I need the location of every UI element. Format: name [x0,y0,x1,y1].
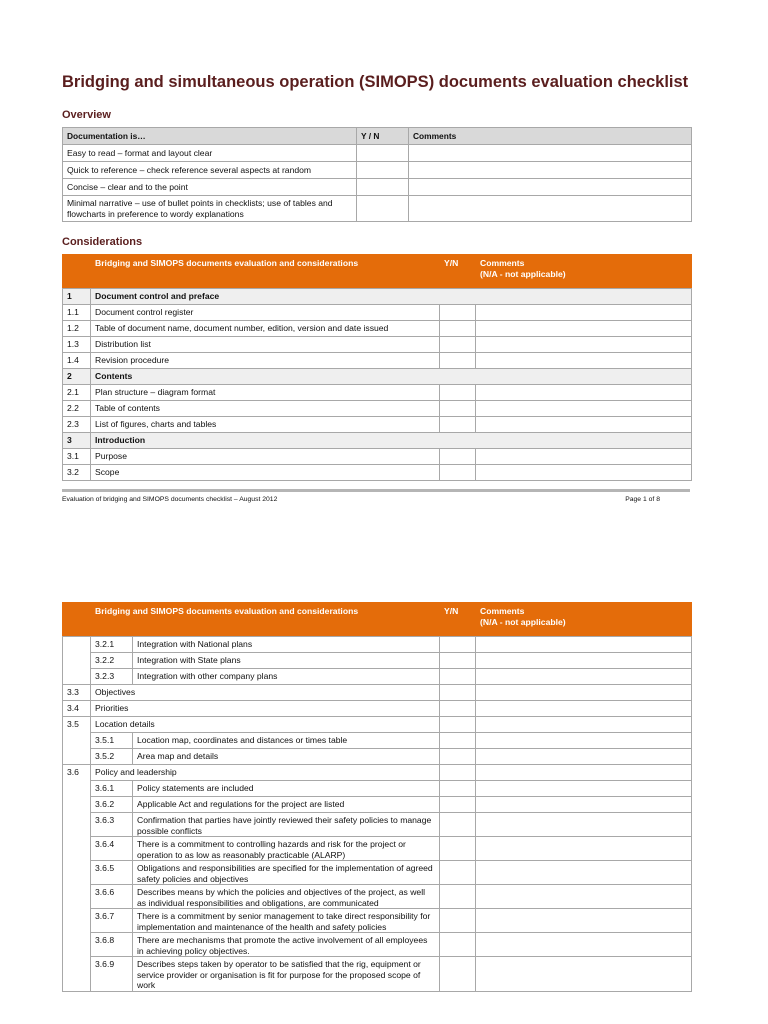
comment-cell[interactable] [476,957,692,992]
yn-cell[interactable] [440,669,476,685]
subitem-number: 3.5.1 [91,733,133,749]
comments-header-note: (N/A - not applicable) [480,268,566,279]
overview-row [63,145,692,162]
subitem-text: Location map, coordinates and distances or times table [133,733,440,749]
checklist-row [63,449,692,465]
overview-header-row [63,128,692,145]
section-title: Contents [91,369,692,385]
item-number: 2.2 [63,401,91,417]
comment-cell[interactable] [476,353,692,369]
overview-row [63,196,692,222]
comment-cell[interactable] [476,321,692,337]
comment-cell[interactable] [476,669,692,685]
checklist-row [63,701,692,717]
item-text: Priorities [91,701,440,717]
subitem-text: Applicable Act and regulations for the project are listed [133,797,440,813]
comment-cell[interactable] [476,813,692,837]
subitem-text: Confirmation that parties have jointly reviewed their safety policies to manage possible conflicts [133,813,440,837]
document-title: Bridging and simultaneous operation (SIMOPS) documents evaluation checklist [62,73,689,91]
checklist-row [63,465,692,481]
yn-cell[interactable] [440,353,476,369]
subitem-text: Describes steps taken by operator to be satisfied that the rig, equipment or service provider or organisation is fit for purpose for the proposed scope of work [133,957,440,992]
subitem-number: 3.6.3 [91,813,133,837]
section-row [63,369,692,385]
comments-header-note: (N/A - not applicable) [480,616,566,627]
subitem-number: 3.6.8 [91,933,133,957]
overview-comment-cell[interactable] [409,179,692,196]
subitem-text: There is a commitment by senior management to take direct responsibility for implementation and maintenance of the health and safety policies [133,909,440,933]
checklist-row [63,417,692,433]
subitem-text: Integration with State plans [133,653,440,669]
subitem-text: Integration with other company plans [133,669,440,685]
checklist-subrow [63,837,692,861]
subitem-number: 3.6.5 [91,861,133,885]
comment-cell[interactable] [476,701,692,717]
checklist-row [63,765,692,781]
overview-comment-cell[interactable] [409,162,692,179]
considerations-yn-header: Y/N [440,255,476,289]
comment-cell[interactable] [476,637,692,653]
subitem-text: There are mechanisms that promote the active involvement of all employees in achieving policy objectives. [133,933,440,957]
item-number: 2.1 [63,385,91,401]
item-text: Objectives [91,685,440,701]
section-row [63,289,692,305]
comment-cell[interactable] [476,337,692,353]
overview-item: Minimal narrative – use of bullet points in checklists; use of tables and flowcharts in preference to wordy explanations [63,196,357,222]
item-number: 3.3 [63,685,91,701]
overview-col-yn: Y / N [357,128,409,145]
section-row [63,433,692,449]
item-text: Plan structure – diagram format [91,385,440,401]
item-text: Location details [91,717,440,733]
comment-cell[interactable] [476,733,692,749]
considerations-heading: Considerations [62,236,143,248]
item-number: 3.2 [63,465,91,481]
comment-cell[interactable] [476,781,692,797]
checklist-subrow [63,957,692,992]
item-text: Table of document name, document number, edition, version and date issued [91,321,440,337]
item-text: Revision procedure [91,353,440,369]
yn-cell[interactable] [440,653,476,669]
comment-cell[interactable] [476,401,692,417]
comment-cell[interactable] [476,717,692,733]
item-text: Scope [91,465,440,481]
comment-cell[interactable] [476,465,692,481]
overview-row [63,179,692,196]
subitem-number: 3.6.7 [91,909,133,933]
subitem-number: 3.5.2 [91,749,133,765]
item-number: 3.5 [63,717,91,765]
overview-comment-cell[interactable] [409,145,692,162]
item-number: 3.6 [63,765,91,992]
subitem-number: 3.2.2 [91,653,133,669]
yn-cell[interactable] [440,337,476,353]
item-number: 2.3 [63,417,91,433]
yn-cell[interactable] [440,465,476,481]
item-number: 3.4 [63,701,91,717]
footer-page-number: Page 1 of 8 [625,496,660,503]
yn-cell[interactable] [440,417,476,433]
overview-item: Quick to reference – check reference several aspects at random [63,162,357,179]
overview-item: Easy to read – format and layout clear [63,145,357,162]
checklist-row [63,717,692,733]
yn-cell[interactable] [440,933,476,957]
checklist-subrow [63,669,692,685]
checklist-row [63,337,692,353]
yn-cell[interactable] [440,749,476,765]
subitem-text: Policy statements are included [133,781,440,797]
continuation-yn-header: Y/N [440,603,476,637]
item-text: Distribution list [91,337,440,353]
comment-cell[interactable] [476,861,692,885]
continuation-num-header [63,603,91,637]
overview-row [63,162,692,179]
comment-cell[interactable] [476,417,692,433]
continuation-table [62,602,692,992]
yn-cell[interactable] [440,885,476,909]
checklist-row [63,685,692,701]
yn-cell[interactable] [440,909,476,933]
subitem-number: 3.6.1 [91,781,133,797]
checklist-subrow [63,909,692,933]
yn-cell[interactable] [440,701,476,717]
comment-cell[interactable] [476,749,692,765]
overview-heading: Overview [62,109,111,121]
considerations-table [62,254,692,481]
yn-cell[interactable] [440,717,476,733]
yn-cell[interactable] [440,861,476,885]
item-number: 1.4 [63,353,91,369]
yn-cell[interactable] [440,321,476,337]
comment-cell[interactable] [476,933,692,957]
item-text: Purpose [91,449,440,465]
considerations-header-row [63,255,692,289]
continuation-comments-header [476,603,692,637]
comment-cell[interactable] [476,837,692,861]
yn-cell[interactable] [440,797,476,813]
comment-cell[interactable] [476,653,692,669]
item-number: 1.2 [63,321,91,337]
overview-item: Concise – clear and to the point [63,179,357,196]
considerations-comments-header [476,255,692,289]
checklist-subrow [63,861,692,885]
subitem-text: There is a commitment to controlling hazards and risk for the project or operation to as low as reasonably practicable (ALARP) [133,837,440,861]
item-number: 2 [63,369,91,385]
comment-cell[interactable] [476,885,692,909]
yn-cell[interactable] [440,685,476,701]
overview-col-documentation: Documentation is… [63,128,357,145]
section-title: Introduction [91,433,692,449]
checklist-row [63,401,692,417]
yn-cell[interactable] [440,305,476,321]
checklist-row [63,353,692,369]
subitem-number: 3.2.1 [91,637,133,653]
overview-comment-cell[interactable] [409,196,692,222]
continuation-title-header: Bridging and SIMOPS documents evaluation and considerations [91,603,440,637]
checklist-subrow [63,749,692,765]
checklist-subrow [63,885,692,909]
comment-cell[interactable] [476,909,692,933]
yn-cell[interactable] [440,765,476,781]
subitem-text: Area map and details [133,749,440,765]
overview-yn-cell[interactable] [357,145,409,162]
comment-cell[interactable] [476,305,692,321]
item-number: 1.1 [63,305,91,321]
checklist-subrow [63,637,692,653]
page-footer [62,489,690,503]
checklist-subrow [63,797,692,813]
yn-cell[interactable] [440,781,476,797]
checklist-row [63,305,692,321]
overview-yn-cell[interactable] [357,162,409,179]
section-title: Document control and preface [91,289,692,305]
comments-header-label: Comments [480,258,525,268]
item-text: Policy and leadership [91,765,440,781]
yn-cell[interactable] [440,385,476,401]
yn-cell[interactable] [440,449,476,465]
checklist-subrow [63,813,692,837]
overview-yn-cell[interactable] [357,196,409,222]
checklist-subrow [63,653,692,669]
overview-yn-cell[interactable] [357,179,409,196]
comment-cell[interactable] [476,797,692,813]
comment-cell[interactable] [476,449,692,465]
item-number: 3 [63,433,91,449]
subitem-text: Obligations and responsibilities are specified for the implementation of agreed safety policies and objectives [133,861,440,885]
blank-parent-cell [63,637,91,685]
checklist-subrow [63,933,692,957]
checklist-subrow [63,733,692,749]
item-number: 1 [63,289,91,305]
subitem-number: 3.6.6 [91,885,133,909]
subitem-number: 3.6.4 [91,837,133,861]
yn-cell[interactable] [440,401,476,417]
yn-cell[interactable] [440,733,476,749]
item-text: Table of contents [91,401,440,417]
overview-col-comments: Comments [409,128,692,145]
item-number: 3.1 [63,449,91,465]
footer-document-name: Evaluation of bridging and SIMOPS documents checklist – August 2012 [62,496,278,503]
item-number: 1.3 [63,337,91,353]
subitem-number: 3.2.3 [91,669,133,685]
subitem-number: 3.6.9 [91,957,133,992]
item-text: List of figures, charts and tables [91,417,440,433]
checklist-subrow [63,781,692,797]
comment-cell[interactable] [476,765,692,781]
item-text: Document control register [91,305,440,321]
subitem-text: Describes means by which the policies and objectives of the project, as well as individual responsibilities and obligations, are communicated [133,885,440,909]
yn-cell[interactable] [440,637,476,653]
comment-cell[interactable] [476,685,692,701]
yn-cell[interactable] [440,837,476,861]
yn-cell[interactable] [440,813,476,837]
comments-header-label: Comments [480,606,525,616]
considerations-title-header: Bridging and SIMOPS documents evaluation and considerations [91,255,440,289]
checklist-row [63,321,692,337]
subitem-text: Integration with National plans [133,637,440,653]
considerations-num-header [63,255,91,289]
comment-cell[interactable] [476,385,692,401]
subitem-number: 3.6.2 [91,797,133,813]
yn-cell[interactable] [440,957,476,992]
continuation-header-row [63,603,692,637]
overview-table [62,127,692,222]
checklist-row [63,385,692,401]
